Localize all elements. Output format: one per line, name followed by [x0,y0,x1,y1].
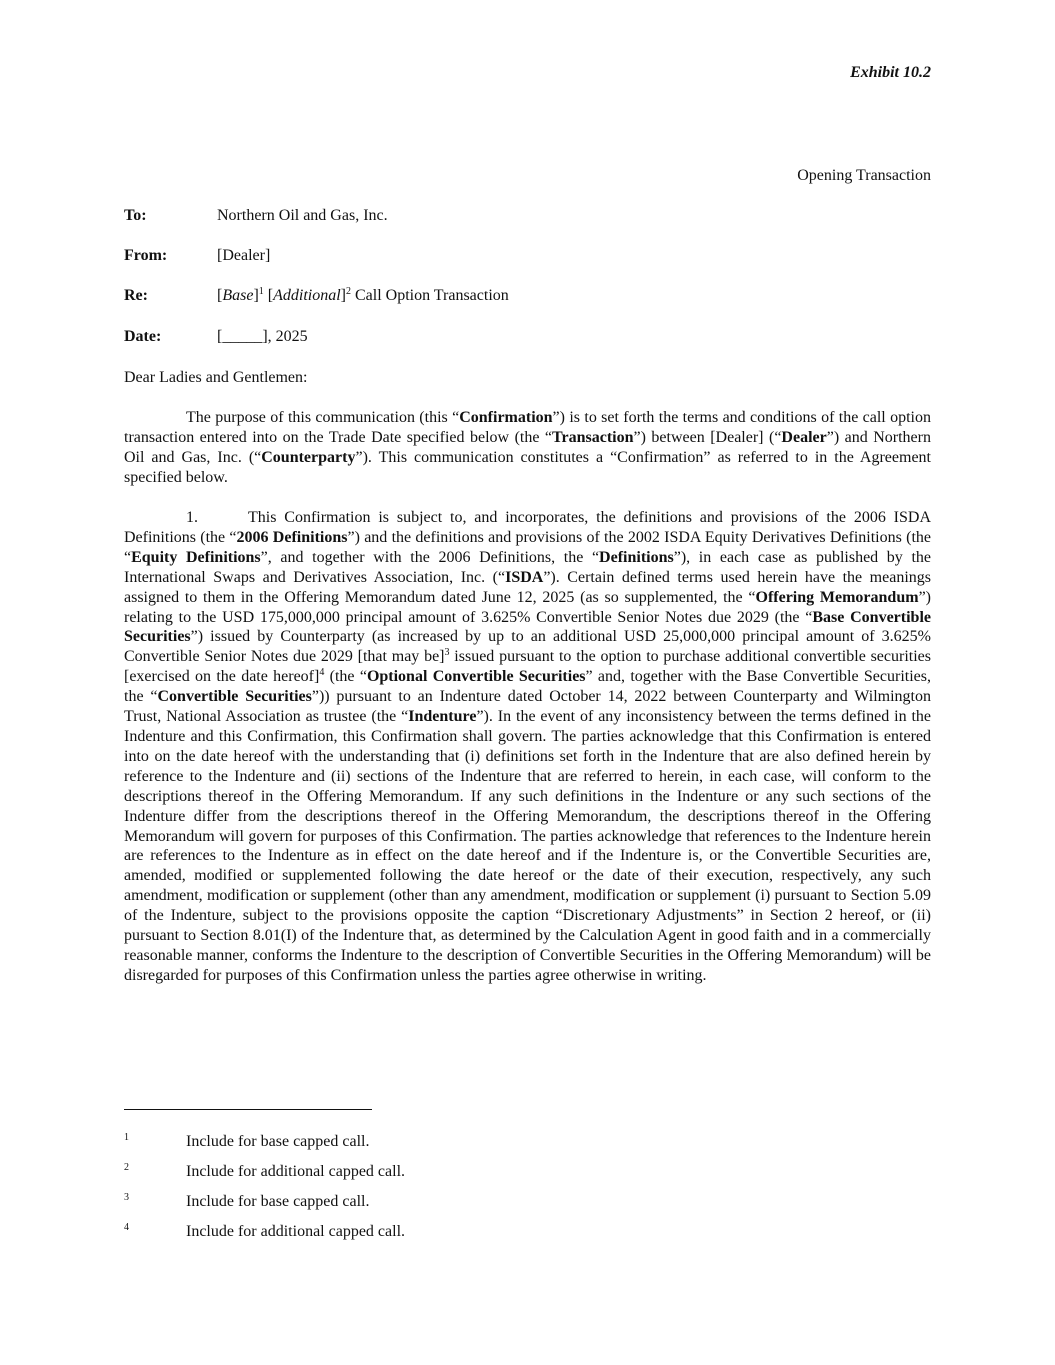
defined-term: Indenture [408,708,477,726]
header-re-row [124,286,931,306]
re-value: [Base]$^1$ [Additional]$^2$ Call Option Transaction [217,286,509,304]
re-base: Base [222,287,254,304]
defined-term: Optional Convertible Securities [366,668,586,686]
footnote-text: Include for additional capped call. [186,1163,406,1180]
defined-term: Base Convertible Securities [124,608,932,646]
defined-term: Equity Definitions [131,548,261,566]
footnote-text: Include for base capped call. [186,1133,370,1150]
footnote-ref-1: 1 [258,286,264,297]
date-value: [_____], 2025 [217,328,308,345]
footnote-2 [124,1162,624,1182]
intro-paragraph [124,408,931,488]
re-rest: Call Option Transaction [354,287,509,304]
intro-text: ”). This communication constitutes a “Confirmation” as referred to in the Agreement specified below. [124,448,931,486]
footnote-divider [124,1109,372,1110]
defined-term: Confirmation [459,409,553,426]
intro-text: ”) is to set forth the terms and conditions of the call option transaction entered into on the Trade Date specified below (the “ [124,409,931,446]
section-text: ”), in each case as published by the International Swaps and Derivatives Association, Inc. (“ [124,548,931,586]
intro-text: ”) between [Dealer] (“ [633,428,782,446]
section-text: issued pursuant to the option to purchase additional convertible securities [exercised on the date hereof] [124,648,931,686]
header-to-row [124,206,931,226]
section-1-paragraph [124,508,931,986]
to-label: To: [124,207,147,224]
exhibit-label: Exhibit 10.2 [850,64,931,81]
salutation: Dear Ladies and Gentlemen: [124,369,308,386]
section-text: ”). Certain defined terms used herein have the meanings assigned to them in the Offering Memorandum dated June 12, 2025 (as so supplemented, the “ [124,568,931,606]
footnote-ref-2: 2 [345,286,351,297]
defined-term: Offering Memorandum [755,588,919,606]
footnote-ref-3: 3 [444,647,450,659]
section-text: ” and, together with the Base Convertible Securities, the “ [124,668,932,706]
intro-text: ”) and Northern Oil and Gas, Inc. (“ [124,428,931,466]
section-text: This Confirmation is subject to, and incorporates, the definitions and provisions of the 2006 ISDA Definitions (the “ [124,509,931,546]
section-text: ”)) pursuant to an Indenture dated October 14, 2022 between Counterparty and Wilmington Trust, National Association as trustee (the “ [124,688,931,726]
to-value: Northern Oil and Gas, Inc. [217,207,388,224]
transaction-type: Opening Transaction [797,167,931,184]
footnote-text: Include for base capped call. [186,1193,370,1210]
intro-text: The purpose of this communication (this “ [186,409,460,426]
footnote-3 [124,1192,624,1212]
defined-term: Counterparty [261,448,356,466]
footnote-4 [124,1222,624,1242]
section-number: 1. [186,509,198,526]
from-label: From: [124,247,168,264]
from-value: [Dealer] [217,247,271,264]
section-text: (the “ [324,668,367,686]
footnote-number: 1 [124,1132,129,1143]
date-label: Date: [124,328,162,345]
footnote-1 [124,1132,624,1152]
section-text: ”) and the definitions and provisions of the 2002 ISDA Equity Derivatives Definitions (the “ [124,528,932,566]
footnote-number: 3 [124,1192,129,1203]
defined-term: 2006 Definitions [236,528,348,546]
section-text: ”) relating to the USD 175,000,000 principal amount of 3.625% Convertible Senior Notes due 2029 (the “ [124,588,931,626]
section-text: ”). In the event of any inconsistency between the terms defined in the Indenture and this Confirmation, this Confirmation shall govern. The parties acknowledge that this Confirmation is entered into on the date hereof with the understanding that (i) definitions set forth in the Indenture that are also defined herein by reference to the Indenture and (ii) sections of the Indenture that are referred to herein, in each case, will conform to the descriptions thereof in the Offering Memorandum. If any such definitions in the Indenture or any such sections of the Indenture differ from the descriptions thereof in the Offering Memorandum, the descriptions thereof in the Offering Memorandum will govern for purposes of this Confirmation. The parties acknowledge that references to the Indenture herein are references to the Indenture as in effect on the date hereof and if the Indenture is, or the Convertible Securities are, amended, modified or supplemented following the date hereof or the date of their execution, respectively, any such amendment, modification or supplement (other than any amendment, modification or supplement (i) pursuant to Section 5.09 of the Indenture, subject to the provisions opposite the caption “Discretionary Adjustments” in Section 2 hereof, or (ii) pursuant to Section 8.01(I) of the Indenture that, as determined by the Calculation Agent in good faith and in a commercially reasonable manner, conforms the Indenture to the description of Convertible Securities in the Offering Memorandum) will be disregarded for purposes of this Confirmation unless the parties agree otherwise in writing. [124,708,932,984]
footnote-number: 4 [124,1222,129,1233]
footnote-text: Include for additional capped call. [186,1223,406,1240]
footnote-number: 2 [124,1162,129,1173]
re-additional: Additional [273,287,341,304]
re-label: Re: [124,287,148,304]
header-date-row [124,327,931,347]
section-text: ”) issued by Counterparty (as increased by up to an additional USD 25,000,000 principal amount of 3.625% Convertible Senior Notes due 2029 [that may be] [124,628,931,666]
section-text: ”, and together with the 2006 Definitions, the “ [260,548,600,566]
defined-term: Convertible Securities [157,688,312,706]
defined-term: ISDA [505,568,544,586]
defined-term: Dealer [781,428,827,446]
defined-term: Definitions [599,548,674,566]
defined-term: Transaction [552,428,634,446]
footnote-ref-4: 4 [319,667,325,679]
header-from-row [124,246,931,266]
